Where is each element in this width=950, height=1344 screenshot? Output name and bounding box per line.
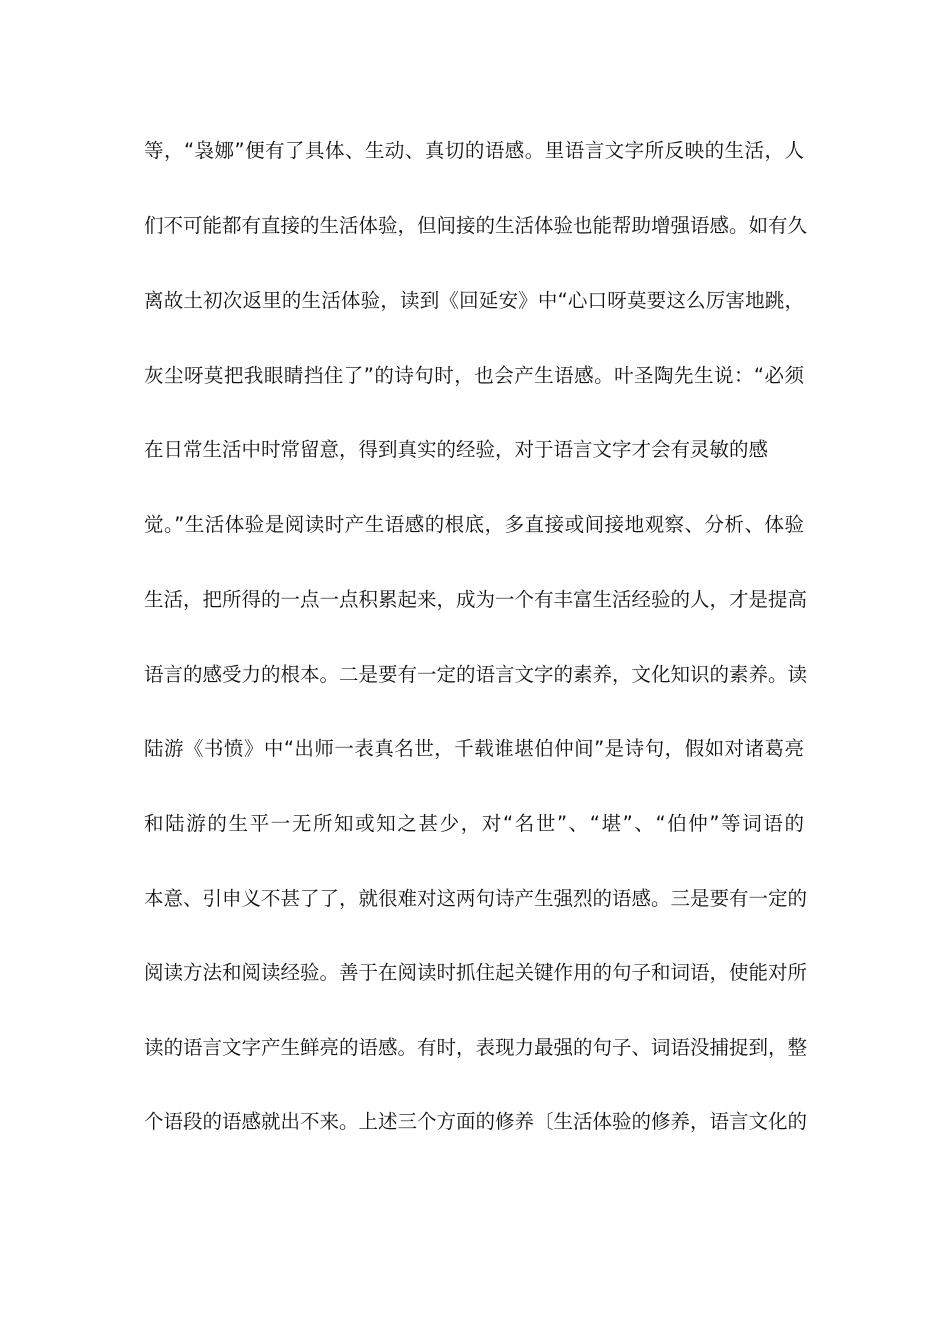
text-line-7: 生活，把所得的一点一点积累起来，成为一个有丰富生活经验的人，才是提高	[144, 588, 808, 611]
text-line-12: 阅读方法和阅读经验。善于在阅读时抓住起关键作用的句子和词语，使能对所	[144, 961, 808, 984]
text-line-9: 陆游《书愤》中“出师一表真名世，千载谁堪伯仲间”是诗句，假如对诸葛亮	[144, 737, 804, 760]
text-line-10: 和陆游的生平一无所知或知之甚少，对“名世”、“堪”、“伯仲”等词语的	[144, 812, 804, 835]
text-line-6: 觉。”生活体验是阅读时产生语感的根底，多直接或间接地观察、分析、体验	[144, 513, 804, 536]
text-line-13: 读的语言文字产生鲜亮的语感。有时，表现力最强的句子、词语没捕捉到，整	[144, 1036, 808, 1059]
text-line-8: 语言的感受力的根本。二是要有一定的语言文字的素养，文化知识的素养。读	[144, 663, 808, 686]
text-line-3: 离故土初次返里的生活体验，读到《回延安》中“心口呀莫要这么厉害地跳，	[144, 289, 804, 312]
text-line-11: 本意、引申义不甚了了，就很难对这两句诗产生强烈的语感。三是要有一定的	[144, 887, 808, 910]
text-line-1: 等，“袅娜”便有了具体、生动、真切的语感。里语言文字所反映的生活，人	[144, 139, 804, 162]
text-line-14: 个语段的语感就出不来。上述三个方面的修养〔生活体验的修养，语言文化的	[144, 1110, 808, 1133]
text-line-4: 灰尘呀莫把我眼睛挡住了”的诗句时，也会产生语感。叶圣陶先生说：“必须	[144, 364, 804, 387]
text-line-2: 们不可能都有直接的生活体验，但间接的生活体验也能帮助增强语感。如有久	[144, 214, 808, 237]
text-line-5: 在日常生活中时常留意，得到真实的经验，对于语言文字才会有灵敏的感	[144, 438, 769, 461]
